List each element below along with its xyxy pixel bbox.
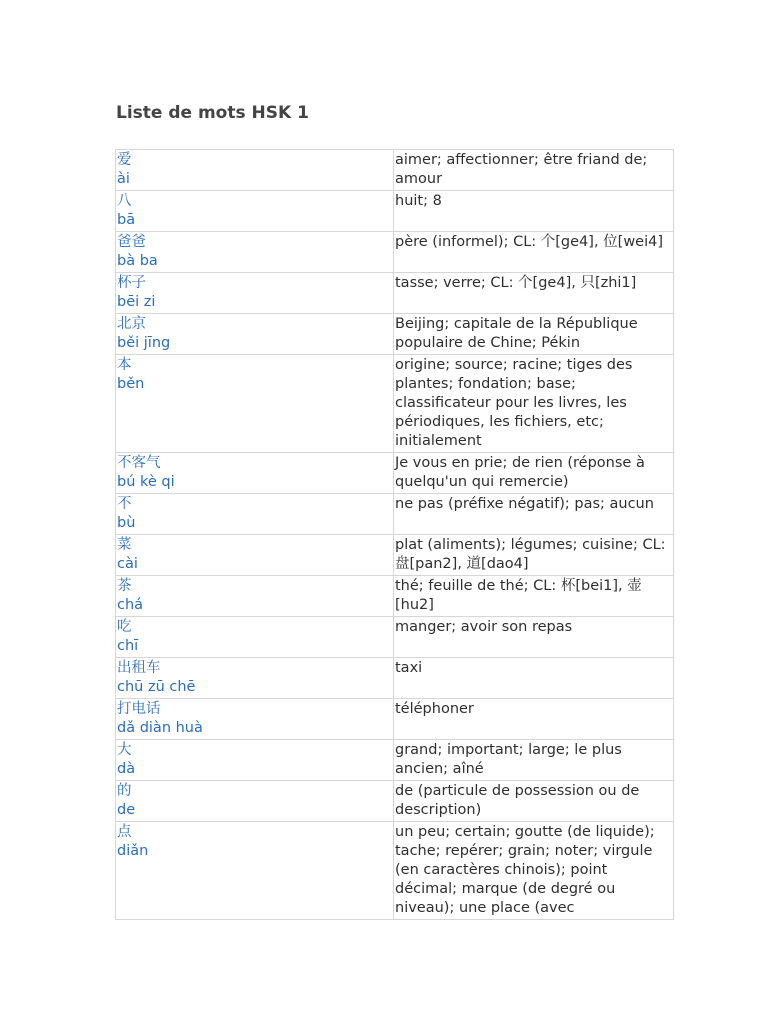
definition-cell bbox=[394, 740, 674, 781]
hanzi-text: 打电话 bbox=[117, 701, 161, 717]
hanzi-text: 菜 bbox=[117, 537, 132, 553]
table-row bbox=[116, 273, 674, 314]
table-row bbox=[116, 658, 674, 699]
pinyin-text: bú kè qi bbox=[117, 474, 175, 490]
word-cell bbox=[116, 314, 394, 355]
definition-text: aimer; affectionner; être friand de; amour bbox=[395, 152, 648, 187]
definition-text: de (particule de possession ou de description) bbox=[395, 783, 640, 818]
table-row bbox=[116, 781, 674, 822]
pinyin-text: dà bbox=[117, 761, 136, 777]
definition-cell bbox=[394, 658, 674, 699]
table-row bbox=[116, 535, 674, 576]
definition-text: un peu; certain; goutte (de liquide); tache; repérer; grain; noter; virgule (en caractères chinois); point décimal; marque (de degré ou niveau); une place (avec bbox=[395, 824, 655, 916]
table-row bbox=[116, 740, 674, 781]
word-cell bbox=[116, 232, 394, 273]
word-cell bbox=[116, 658, 394, 699]
hanzi-text: 不客气 bbox=[117, 455, 161, 471]
definition-cell bbox=[394, 494, 674, 535]
pinyin-text: diǎn bbox=[117, 843, 149, 859]
hanzi-text: 北京 bbox=[117, 316, 146, 332]
pinyin-text: bù bbox=[117, 515, 136, 531]
definition-cell bbox=[394, 355, 674, 453]
table-row bbox=[116, 822, 674, 920]
word-cell bbox=[116, 699, 394, 740]
word-cell bbox=[116, 273, 394, 314]
definition-cell bbox=[394, 453, 674, 494]
word-cell bbox=[116, 781, 394, 822]
hanzi-text: 爱 bbox=[117, 152, 132, 168]
table-row bbox=[116, 355, 674, 453]
definition-cell bbox=[394, 150, 674, 191]
definition-text: père (informel); CL: 个[ge4], 位[wei4] bbox=[395, 234, 664, 250]
definition-cell bbox=[394, 191, 674, 232]
hanzi-text: 八 bbox=[117, 193, 132, 209]
definition-text: téléphoner bbox=[395, 701, 474, 717]
definition-text: manger; avoir son repas bbox=[395, 619, 573, 635]
table-row bbox=[116, 699, 674, 740]
definition-text: origine; source; racine; tiges des plantes; fondation; base; classificateur pour les livres, les périodiques, les fichiers, etc; initialement bbox=[395, 357, 633, 449]
definition-cell bbox=[394, 576, 674, 617]
definition-text: tasse; verre; CL: 个[ge4], 只[zhi1] bbox=[395, 275, 637, 291]
vocabulary-table bbox=[115, 149, 674, 920]
table-row bbox=[116, 314, 674, 355]
definition-cell bbox=[394, 535, 674, 576]
hanzi-text: 吃 bbox=[117, 619, 132, 635]
pinyin-text: cài bbox=[117, 556, 138, 572]
definition-text: Beijing; capitale de la République populaire de Chine; Pékin bbox=[395, 316, 638, 351]
pinyin-text: ài bbox=[117, 171, 130, 187]
pinyin-text: bā bbox=[117, 212, 136, 228]
hanzi-text: 的 bbox=[117, 783, 132, 799]
definition-text: ne pas (préfixe négatif); pas; aucun bbox=[395, 496, 654, 512]
page-title: Liste de mots HSK 1 bbox=[116, 103, 309, 123]
word-cell bbox=[116, 355, 394, 453]
hanzi-text: 点 bbox=[117, 824, 132, 840]
definition-cell bbox=[394, 232, 674, 273]
hanzi-text: 本 bbox=[117, 357, 132, 373]
table-row bbox=[116, 453, 674, 494]
pinyin-text: de bbox=[117, 802, 136, 818]
table-row bbox=[116, 576, 674, 617]
pinyin-text: chū zū chē bbox=[117, 679, 196, 695]
table-row bbox=[116, 617, 674, 658]
word-cell bbox=[116, 494, 394, 535]
pinyin-text: chī bbox=[117, 638, 139, 654]
definition-text: Je vous en prie; de rien (réponse à quelqu'un qui remercie) bbox=[395, 455, 645, 490]
vocabulary-table-body bbox=[116, 150, 674, 920]
pinyin-text: běn bbox=[117, 376, 145, 392]
hanzi-text: 大 bbox=[117, 742, 132, 758]
table-row bbox=[116, 494, 674, 535]
definition-cell bbox=[394, 822, 674, 920]
definition-text: grand; important; large; le plus ancien; aîné bbox=[395, 742, 622, 777]
word-cell bbox=[116, 822, 394, 920]
definition-cell bbox=[394, 273, 674, 314]
word-cell bbox=[116, 617, 394, 658]
hanzi-text: 爸爸 bbox=[117, 234, 146, 250]
definition-text: thé; feuille de thé; CL: 杯[bei1], 壶[hu2] bbox=[395, 578, 642, 613]
definition-text: plat (aliments); légumes; cuisine; CL: 盘[pan2], 道[dao4] bbox=[395, 537, 666, 572]
word-cell bbox=[116, 191, 394, 232]
hanzi-text: 茶 bbox=[117, 578, 132, 594]
hanzi-text: 出租车 bbox=[117, 660, 161, 676]
definition-text: taxi bbox=[395, 660, 423, 676]
word-cell bbox=[116, 535, 394, 576]
definition-cell bbox=[394, 781, 674, 822]
pinyin-text: bēi zi bbox=[117, 294, 156, 310]
hanzi-text: 杯子 bbox=[117, 275, 146, 291]
table-row bbox=[116, 150, 674, 191]
table-row bbox=[116, 191, 674, 232]
pinyin-text: běi jīng bbox=[117, 335, 171, 351]
word-cell bbox=[116, 576, 394, 617]
hanzi-text: 不 bbox=[117, 496, 132, 512]
definition-text: huit; 8 bbox=[395, 193, 442, 209]
definition-cell bbox=[394, 699, 674, 740]
word-cell bbox=[116, 453, 394, 494]
definition-cell bbox=[394, 314, 674, 355]
word-cell bbox=[116, 740, 394, 781]
word-cell bbox=[116, 150, 394, 191]
pinyin-text: bà ba bbox=[117, 253, 158, 269]
definition-cell bbox=[394, 617, 674, 658]
pinyin-text: dǎ diàn huà bbox=[117, 720, 203, 736]
pinyin-text: chá bbox=[117, 597, 144, 613]
table-row bbox=[116, 232, 674, 273]
